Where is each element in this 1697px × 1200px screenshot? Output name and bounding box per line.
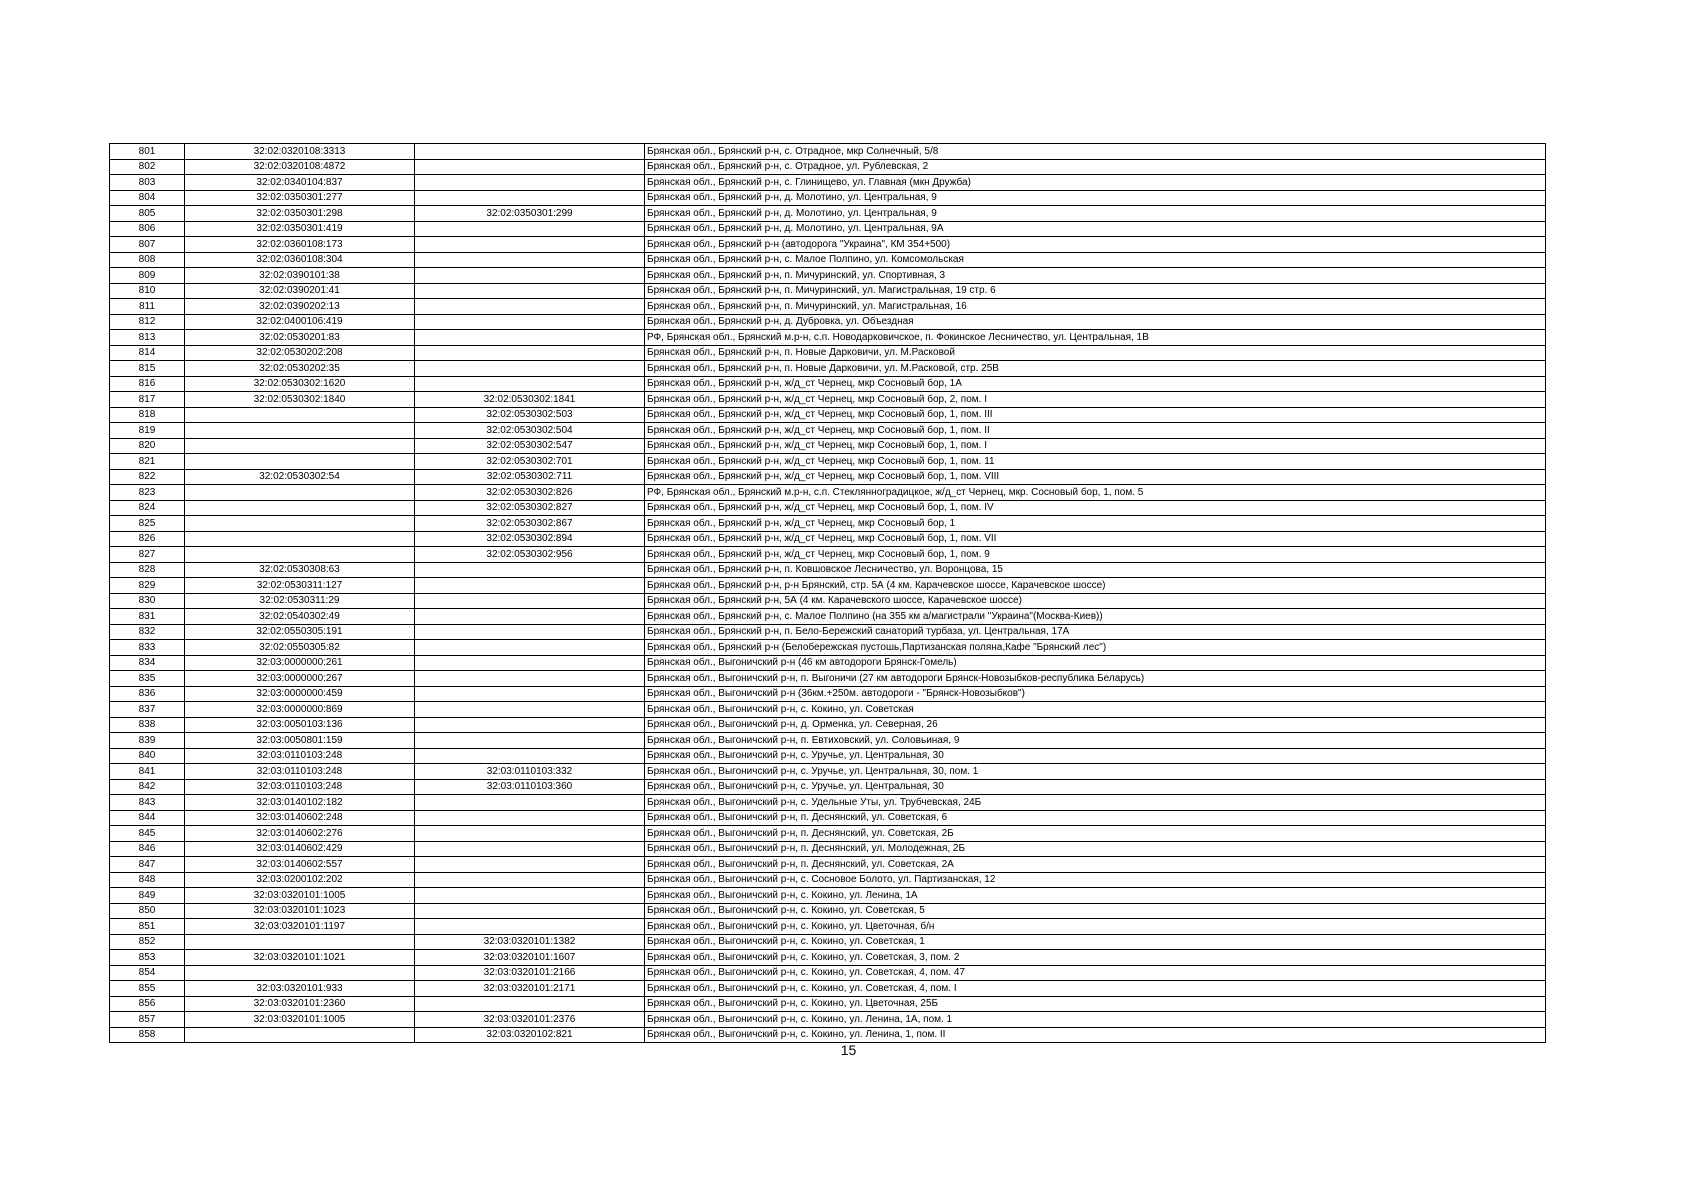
premises-cadastral-number-cell: 32:02:0530302:1841 <box>415 392 645 408</box>
address-cell: Брянская обл., Брянский р-н, п. Мичуринский, ул. Магистральная, 19 стр. 6 <box>645 283 1546 299</box>
premises-cadastral-number-cell <box>415 671 645 687</box>
cadastral-number-cell <box>185 965 415 981</box>
address-cell: Брянская обл., Выгоничский р-н, с. Кокино, ул. Советская, 5 <box>645 903 1546 919</box>
cadastral-number-cell: 32:03:0000000:261 <box>185 655 415 671</box>
premises-cadastral-number-cell: 32:02:0530302:547 <box>415 438 645 454</box>
address-cell: Брянская обл., Брянский р-н, ж/д_ст Чернец, мкр Сосновый бор, 1, пом. 11 <box>645 454 1546 470</box>
cadastral-number-cell: 32:03:0050801:159 <box>185 733 415 749</box>
row-number-cell: 833 <box>110 640 185 656</box>
address-cell: Брянская обл., Выгоничский р-н, с. Кокино, ул. Советская, 3, пом. 2 <box>645 950 1546 966</box>
row-number-cell: 825 <box>110 516 185 532</box>
address-cell: Брянская обл., Выгоничский р-н (36км.+250м. автодороги - "Брянск-Новозыбков") <box>645 686 1546 702</box>
table-row <box>110 159 1546 175</box>
table-row <box>110 423 1546 439</box>
address-cell: Брянская обл., Выгоничский р-н, с. Удельные Уты, ул. Трубчевская, 24Б <box>645 795 1546 811</box>
table-row <box>110 485 1546 501</box>
premises-cadastral-number-cell: 32:02:0530302:827 <box>415 500 645 516</box>
row-number-cell: 815 <box>110 361 185 377</box>
row-number-cell: 855 <box>110 981 185 997</box>
table-row <box>110 314 1546 330</box>
address-cell: Брянская обл., Брянский р-н, ж/д_ст Чернец, мкр Сосновый бор, 1 <box>645 516 1546 532</box>
row-number-cell: 849 <box>110 888 185 904</box>
address-cell: РФ, Брянская обл., Брянский м.р-н, с.п. Стеклянноградицкое, ж/д_ст Чернец, мкр. Сосновый бор, 1, пом. 5 <box>645 485 1546 501</box>
cadastral-number-cell: 32:02:0540302:49 <box>185 609 415 625</box>
cadastral-number-cell: 32:02:0530202:35 <box>185 361 415 377</box>
premises-cadastral-number-cell: 32:03:0110103:332 <box>415 764 645 780</box>
cadastral-number-cell: 32:02:0550305:82 <box>185 640 415 656</box>
premises-cadastral-number-cell <box>415 562 645 578</box>
row-number-cell: 827 <box>110 547 185 563</box>
address-cell: Брянская обл., Брянский р-н, п. Бело-Бережский санаторий турбаза, ул. Центральная, 17А <box>645 624 1546 640</box>
row-number-cell: 842 <box>110 779 185 795</box>
table-row <box>110 221 1546 237</box>
cadastral-number-cell: 32:03:0000000:459 <box>185 686 415 702</box>
address-cell: Брянская обл., Брянский р-н, р-н Брянский, стр. 5А (4 км. Карачевское шоссе, Карачевское шоссе) <box>645 578 1546 594</box>
address-cell: Брянская обл., Брянский р-н, ж/д_ст Чернец, мкр Сосновый бор, 1, пом. 9 <box>645 547 1546 563</box>
address-cell: Брянская обл., Выгоничский р-н, п. Евтиховский, ул. Соловьиная, 9 <box>645 733 1546 749</box>
row-number-cell: 805 <box>110 206 185 222</box>
premises-cadastral-number-cell: 32:03:0320101:2166 <box>415 965 645 981</box>
row-number-cell: 813 <box>110 330 185 346</box>
premises-cadastral-number-cell: 32:03:0110103:360 <box>415 779 645 795</box>
row-number-cell: 837 <box>110 702 185 718</box>
row-number-cell: 847 <box>110 857 185 873</box>
premises-cadastral-number-cell <box>415 919 645 935</box>
premises-cadastral-number-cell <box>415 810 645 826</box>
premises-cadastral-number-cell <box>415 609 645 625</box>
premises-cadastral-number-cell: 32:03:0320101:2376 <box>415 1012 645 1028</box>
premises-cadastral-number-cell: 32:02:0530302:504 <box>415 423 645 439</box>
cadastral-number-cell: 32:03:0110103:248 <box>185 748 415 764</box>
premises-cadastral-number-cell <box>415 593 645 609</box>
address-cell: Брянская обл., Выгоничский р-н, с. Кокино, ул. Ленина, 1А, пом. 1 <box>645 1012 1546 1028</box>
row-number-cell: 840 <box>110 748 185 764</box>
cadastral-number-cell <box>185 531 415 547</box>
row-number-cell: 801 <box>110 144 185 160</box>
premises-cadastral-number-cell <box>415 872 645 888</box>
cadastral-number-cell: 32:02:0530302:1620 <box>185 376 415 392</box>
row-number-cell: 821 <box>110 454 185 470</box>
table-row <box>110 376 1546 392</box>
premises-cadastral-number-cell <box>415 857 645 873</box>
row-number-cell: 834 <box>110 655 185 671</box>
cadastral-number-cell: 32:02:0320108:4872 <box>185 159 415 175</box>
table-row <box>110 531 1546 547</box>
address-cell: Брянская обл., Выгоничский р-н, с. Кокино, ул. Цветочная, б/н <box>645 919 1546 935</box>
premises-cadastral-number-cell <box>415 624 645 640</box>
table-row <box>110 857 1546 873</box>
address-cell: Брянская обл., Выгоничский р-н, с. Кокино, ул. Советская, 1 <box>645 934 1546 950</box>
table-row <box>110 671 1546 687</box>
row-number-cell: 846 <box>110 841 185 857</box>
table-row <box>110 190 1546 206</box>
cadastral-number-cell: 32:03:0110103:248 <box>185 779 415 795</box>
row-number-cell: 804 <box>110 190 185 206</box>
cadastral-number-cell: 32:02:0530308:63 <box>185 562 415 578</box>
cadastral-number-cell: 32:03:0140602:557 <box>185 857 415 873</box>
table-row <box>110 562 1546 578</box>
table-row <box>110 299 1546 315</box>
row-number-cell: 809 <box>110 268 185 284</box>
premises-cadastral-number-cell: 32:02:0530302:711 <box>415 469 645 485</box>
premises-cadastral-number-cell <box>415 190 645 206</box>
row-number-cell: 816 <box>110 376 185 392</box>
row-number-cell: 857 <box>110 1012 185 1028</box>
cadastral-number-cell <box>185 500 415 516</box>
row-number-cell: 802 <box>110 159 185 175</box>
row-number-cell: 814 <box>110 345 185 361</box>
cadastral-number-cell: 32:03:0320101:1021 <box>185 950 415 966</box>
cadastral-number-cell <box>185 516 415 532</box>
premises-cadastral-number-cell <box>415 748 645 764</box>
cadastral-number-cell: 32:02:0320108:3313 <box>185 144 415 160</box>
table-row <box>110 965 1546 981</box>
table-row <box>110 779 1546 795</box>
address-cell: Брянская обл., Выгоничский р-н, с. Уручье, ул. Центральная, 30 <box>645 748 1546 764</box>
table-row <box>110 283 1546 299</box>
address-cell: РФ, Брянская обл., Брянский м.р-н, с.п. Новодарковичское, п. Фокинское Лесничество, ул. Центральная, 1В <box>645 330 1546 346</box>
table-row <box>110 640 1546 656</box>
address-cell: Брянская обл., Брянский р-н, п. Мичуринский, ул. Магистральная, 16 <box>645 299 1546 315</box>
cadastral-number-cell: 32:02:0530202:208 <box>185 345 415 361</box>
address-cell: Брянская обл., Брянский р-н, ж/д_ст Чернец, мкр Сосновый бор, 1, пом. I <box>645 438 1546 454</box>
cadastral-number-cell: 32:03:0000000:267 <box>185 671 415 687</box>
address-cell: Брянская обл., Выгоничский р-н, с. Сосновое Болото, ул. Партизанская, 12 <box>645 872 1546 888</box>
premises-cadastral-number-cell <box>415 252 645 268</box>
premises-cadastral-number-cell <box>415 795 645 811</box>
table-row <box>110 1012 1546 1028</box>
cadastral-number-cell <box>185 454 415 470</box>
row-number-cell: 817 <box>110 392 185 408</box>
address-cell: Брянская обл., Брянский р-н (автодорога "Украина", КМ 354+500) <box>645 237 1546 253</box>
registry-table-body <box>110 144 1546 1043</box>
table-row <box>110 934 1546 950</box>
row-number-cell: 856 <box>110 996 185 1012</box>
address-cell: Брянская обл., Брянский р-н, с. Малое Полпино, ул. Комсомольская <box>645 252 1546 268</box>
table-row <box>110 547 1546 563</box>
table-row <box>110 578 1546 594</box>
row-number-cell: 830 <box>110 593 185 609</box>
table-row <box>110 361 1546 377</box>
table-row <box>110 330 1546 346</box>
address-cell: Брянская обл., Выгоничский р-н, с. Кокино, ул. Советская, 4, пом. I <box>645 981 1546 997</box>
row-number-cell: 803 <box>110 175 185 191</box>
cadastral-number-cell: 32:02:0530201:83 <box>185 330 415 346</box>
table-row <box>110 345 1546 361</box>
address-cell: Брянская обл., Выгоничский р-н, п. Выгоничи (27 км автодороги Брянск-Новозыбков-республика Беларусь) <box>645 671 1546 687</box>
cadastral-number-cell: 32:02:0350301:277 <box>185 190 415 206</box>
premises-cadastral-number-cell <box>415 888 645 904</box>
row-number-cell: 806 <box>110 221 185 237</box>
row-number-cell: 824 <box>110 500 185 516</box>
page-number: 15 <box>840 1042 857 1058</box>
premises-cadastral-number-cell <box>415 686 645 702</box>
table-row <box>110 748 1546 764</box>
cadastral-number-cell: 32:02:0400106:419 <box>185 314 415 330</box>
address-cell: Брянская обл., Брянский р-н, ж/д_ст Чернец, мкр Сосновый бор, 1, пом. VII <box>645 531 1546 547</box>
cadastral-number-cell: 32:03:0320101:1023 <box>185 903 415 919</box>
row-number-cell: 818 <box>110 407 185 423</box>
premises-cadastral-number-cell <box>415 841 645 857</box>
premises-cadastral-number-cell <box>415 159 645 175</box>
premises-cadastral-number-cell: 32:02:0530302:867 <box>415 516 645 532</box>
row-number-cell: 831 <box>110 609 185 625</box>
premises-cadastral-number-cell: 32:02:0350301:299 <box>415 206 645 222</box>
premises-cadastral-number-cell <box>415 826 645 842</box>
address-cell: Брянская обл., Брянский р-н, ж/д_ст Чернец, мкр Сосновый бор, 2, пом. I <box>645 392 1546 408</box>
table-row <box>110 810 1546 826</box>
cadastral-number-cell: 32:03:0140602:276 <box>185 826 415 842</box>
row-number-cell: 845 <box>110 826 185 842</box>
premises-cadastral-number-cell: 32:02:0530302:701 <box>415 454 645 470</box>
premises-cadastral-number-cell <box>415 717 645 733</box>
address-cell: Брянская обл., Брянский р-н, д. Дубровка, ул. Объездная <box>645 314 1546 330</box>
table-row <box>110 392 1546 408</box>
cadastral-number-cell: 32:03:0320101:1005 <box>185 888 415 904</box>
cadastral-number-cell: 32:03:0050103:136 <box>185 717 415 733</box>
address-cell: Брянская обл., Брянский р-н, п. Ковшовское Лесничество, ул. Воронцова, 15 <box>645 562 1546 578</box>
table-row <box>110 996 1546 1012</box>
row-number-cell: 829 <box>110 578 185 594</box>
address-cell: Брянская обл., Выгоничский р-н (46 км автодороги Брянск-Гомель) <box>645 655 1546 671</box>
table-row <box>110 888 1546 904</box>
address-cell: Брянская обл., Выгоничский р-н, с. Кокино, ул. Советская <box>645 702 1546 718</box>
cadastral-number-cell: 32:03:0320101:1005 <box>185 1012 415 1028</box>
address-cell: Брянская обл., Выгоничский р-н, с. Кокино, ул. Ленина, 1А <box>645 888 1546 904</box>
row-number-cell: 807 <box>110 237 185 253</box>
cadastral-number-cell: 32:03:0140102:182 <box>185 795 415 811</box>
table-row <box>110 469 1546 485</box>
premises-cadastral-number-cell <box>415 702 645 718</box>
table-row <box>110 454 1546 470</box>
premises-cadastral-number-cell <box>415 640 645 656</box>
premises-cadastral-number-cell <box>415 733 645 749</box>
address-cell: Брянская обл., Выгоничский р-н, с. Кокино, ул. Ленина, 1, пом. II <box>645 1027 1546 1043</box>
table-row <box>110 981 1546 997</box>
address-cell: Брянская обл., Брянский р-н, с. Отрадное, ул. Рублевская, 2 <box>645 159 1546 175</box>
address-cell: Брянская обл., Брянский р-н, с. Отрадное, мкр Солнечный, 5/8 <box>645 144 1546 160</box>
premises-cadastral-number-cell <box>415 330 645 346</box>
cadastral-number-cell: 32:03:0320101:2360 <box>185 996 415 1012</box>
cadastral-number-cell: 32:02:0360108:173 <box>185 237 415 253</box>
row-number-cell: 808 <box>110 252 185 268</box>
address-cell: Брянская обл., Брянский р-н, п. Мичуринский, ул. Спортивная, 3 <box>645 268 1546 284</box>
table-row <box>110 655 1546 671</box>
premises-cadastral-number-cell <box>415 996 645 1012</box>
row-number-cell: 858 <box>110 1027 185 1043</box>
row-number-cell: 832 <box>110 624 185 640</box>
table-row <box>110 237 1546 253</box>
premises-cadastral-number-cell: 32:02:0530302:503 <box>415 407 645 423</box>
premises-cadastral-number-cell <box>415 144 645 160</box>
row-number-cell: 843 <box>110 795 185 811</box>
table-row <box>110 144 1546 160</box>
table-row <box>110 609 1546 625</box>
premises-cadastral-number-cell <box>415 268 645 284</box>
row-number-cell: 852 <box>110 934 185 950</box>
address-cell: Брянская обл., Брянский р-н, д. Молотино, ул. Центральная, 9 <box>645 190 1546 206</box>
cadastral-number-cell <box>185 423 415 439</box>
address-cell: Брянская обл., Брянский р-н, п. Новые Дарковичи, ул. М.Расковой <box>645 345 1546 361</box>
address-cell: Брянская обл., Выгоничский р-н, с. Уручье, ул. Центральная, 30, пом. 1 <box>645 764 1546 780</box>
premises-cadastral-number-cell <box>415 175 645 191</box>
table-row <box>110 826 1546 842</box>
cadastral-number-cell <box>185 547 415 563</box>
premises-cadastral-number-cell <box>415 314 645 330</box>
table-row <box>110 268 1546 284</box>
row-number-cell: 826 <box>110 531 185 547</box>
row-number-cell: 838 <box>110 717 185 733</box>
cadastral-number-cell: 32:02:0530311:29 <box>185 593 415 609</box>
premises-cadastral-number-cell: 32:02:0530302:956 <box>415 547 645 563</box>
premises-cadastral-number-cell: 32:03:0320101:2171 <box>415 981 645 997</box>
row-number-cell: 819 <box>110 423 185 439</box>
cadastral-number-cell: 32:02:0530311:127 <box>185 578 415 594</box>
address-cell: Брянская обл., Брянский р-н, ж/д_ст Чернец, мкр Сосновый бор, 1А <box>645 376 1546 392</box>
cadastral-number-cell: 32:02:0360108:304 <box>185 252 415 268</box>
table-row <box>110 516 1546 532</box>
table-row <box>110 593 1546 609</box>
address-cell: Брянская обл., Выгоничский р-н, с. Уручье, ул. Центральная, 30 <box>645 779 1546 795</box>
premises-cadastral-number-cell: 32:02:0530302:894 <box>415 531 645 547</box>
address-cell: Брянская обл., Брянский р-н, ж/д_ст Чернец, мкр Сосновый бор, 1, пом. II <box>645 423 1546 439</box>
address-cell: Брянская обл., Выгоничский р-н, п. Деснянский, ул. Советская, 2А <box>645 857 1546 873</box>
row-number-cell: 835 <box>110 671 185 687</box>
row-number-cell: 841 <box>110 764 185 780</box>
row-number-cell: 851 <box>110 919 185 935</box>
table-row <box>110 438 1546 454</box>
premises-cadastral-number-cell <box>415 376 645 392</box>
premises-cadastral-number-cell <box>415 221 645 237</box>
table-row <box>110 717 1546 733</box>
premises-cadastral-number-cell: 32:02:0530302:826 <box>415 485 645 501</box>
address-cell: Брянская обл., Брянский р-н, с. Малое Полпино (на 355 км а/магистрали "Украина"(Москва-Киев)) <box>645 609 1546 625</box>
address-cell: Брянская обл., Выгоничский р-н, с. Кокино, ул. Цветочная, 25Б <box>645 996 1546 1012</box>
row-number-cell: 828 <box>110 562 185 578</box>
cadastral-number-cell: 32:02:0340104:837 <box>185 175 415 191</box>
row-number-cell: 810 <box>110 283 185 299</box>
table-row <box>110 500 1546 516</box>
cadastral-number-cell: 32:03:0320101:933 <box>185 981 415 997</box>
premises-cadastral-number-cell <box>415 237 645 253</box>
row-number-cell: 854 <box>110 965 185 981</box>
cadastral-number-cell <box>185 438 415 454</box>
cadastral-number-cell: 32:02:0390101:38 <box>185 268 415 284</box>
cadastral-number-cell: 32:03:0200102:202 <box>185 872 415 888</box>
table-row <box>110 1027 1546 1043</box>
table-row <box>110 903 1546 919</box>
table-row <box>110 950 1546 966</box>
cadastral-number-cell: 32:03:0140602:429 <box>185 841 415 857</box>
row-number-cell: 853 <box>110 950 185 966</box>
cadastral-number-cell <box>185 485 415 501</box>
table-row <box>110 702 1546 718</box>
address-cell: Брянская обл., Брянский р-н, с. Глинищево, ул. Главная (мкн Дружба) <box>645 175 1546 191</box>
premises-cadastral-number-cell <box>415 903 645 919</box>
premises-cadastral-number-cell <box>415 345 645 361</box>
cadastral-number-cell: 32:02:0550305:191 <box>185 624 415 640</box>
address-cell: Брянская обл., Брянский р-н, ж/д_ст Чернец, мкр Сосновый бор, 1, пом. III <box>645 407 1546 423</box>
row-number-cell: 812 <box>110 314 185 330</box>
row-number-cell: 844 <box>110 810 185 826</box>
address-cell: Брянская обл., Выгоничский р-н, с. Кокино, ул. Советская, 4, пом. 47 <box>645 965 1546 981</box>
cadastral-number-cell: 32:03:0140602:248 <box>185 810 415 826</box>
cadastral-number-cell: 32:03:0320101:1197 <box>185 919 415 935</box>
cadastral-number-cell: 32:02:0530302:1840 <box>185 392 415 408</box>
premises-cadastral-number-cell: 32:03:0320101:1382 <box>415 934 645 950</box>
table-row <box>110 733 1546 749</box>
table-row <box>110 919 1546 935</box>
cadastral-number-cell <box>185 1027 415 1043</box>
premises-cadastral-number-cell <box>415 655 645 671</box>
cadastral-number-cell: 32:02:0390202:13 <box>185 299 415 315</box>
row-number-cell: 836 <box>110 686 185 702</box>
premises-cadastral-number-cell <box>415 283 645 299</box>
premises-cadastral-number-cell <box>415 361 645 377</box>
premises-cadastral-number-cell: 32:03:0320101:1607 <box>415 950 645 966</box>
address-cell: Брянская обл., Выгоничский р-н, п. Деснянский, ул. Молодежная, 2Б <box>645 841 1546 857</box>
address-cell: Брянская обл., Брянский р-н, п. Новые Дарковичи, ул. М.Расковой, стр. 25В <box>645 361 1546 377</box>
table-row <box>110 686 1546 702</box>
table-row <box>110 175 1546 191</box>
row-number-cell: 811 <box>110 299 185 315</box>
table-row <box>110 407 1546 423</box>
table-row <box>110 841 1546 857</box>
table-row <box>110 795 1546 811</box>
address-cell: Брянская обл., Брянский р-н, ж/д_ст Чернец, мкр Сосновый бор, 1, пом. IV <box>645 500 1546 516</box>
row-number-cell: 820 <box>110 438 185 454</box>
table-row <box>110 252 1546 268</box>
row-number-cell: 850 <box>110 903 185 919</box>
table-row <box>110 624 1546 640</box>
table-row <box>110 206 1546 222</box>
address-cell: Брянская обл., Брянский р-н, д. Молотино, ул. Центральная, 9А <box>645 221 1546 237</box>
address-cell: Брянская обл., Выгоничский р-н, п. Деснянский, ул. Советская, 6 <box>645 810 1546 826</box>
cadastral-number-cell: 32:02:0390201:41 <box>185 283 415 299</box>
premises-cadastral-number-cell: 32:03:0320102:821 <box>415 1027 645 1043</box>
address-cell: Брянская обл., Брянский р-н (Белобережская пустошь,Партизанская поляна,Кафе "Брянский лес") <box>645 640 1546 656</box>
cadastral-number-cell: 32:02:0350301:419 <box>185 221 415 237</box>
cadastral-number-cell <box>185 407 415 423</box>
address-cell: Брянская обл., Выгоничский р-н, п. Деснянский, ул. Советская, 2Б <box>645 826 1546 842</box>
cadastral-number-cell: 32:02:0350301:298 <box>185 206 415 222</box>
row-number-cell: 839 <box>110 733 185 749</box>
premises-cadastral-number-cell <box>415 578 645 594</box>
row-number-cell: 823 <box>110 485 185 501</box>
table-row <box>110 872 1546 888</box>
address-cell: Брянская обл., Брянский р-н, 5А (4 км. Карачевского шоссе, Карачевское шоссе) <box>645 593 1546 609</box>
address-cell: Брянская обл., Брянский р-н, д. Молотино, ул. Центральная, 9 <box>645 206 1546 222</box>
cadastral-number-cell: 32:03:0000000:869 <box>185 702 415 718</box>
cadastral-number-cell <box>185 934 415 950</box>
cadastral-number-cell: 32:02:0530302:54 <box>185 469 415 485</box>
address-cell: Брянская обл., Брянский р-н, ж/д_ст Чернец, мкр Сосновый бор, 1, пом. VIII <box>645 469 1546 485</box>
premises-cadastral-number-cell <box>415 299 645 315</box>
row-number-cell: 822 <box>110 469 185 485</box>
row-number-cell: 848 <box>110 872 185 888</box>
address-cell: Брянская обл., Выгоничский р-н, д. Орменка, ул. Северная, 26 <box>645 717 1546 733</box>
cadastral-number-cell: 32:03:0110103:248 <box>185 764 415 780</box>
registry-table <box>109 143 1546 1043</box>
table-row <box>110 764 1546 780</box>
